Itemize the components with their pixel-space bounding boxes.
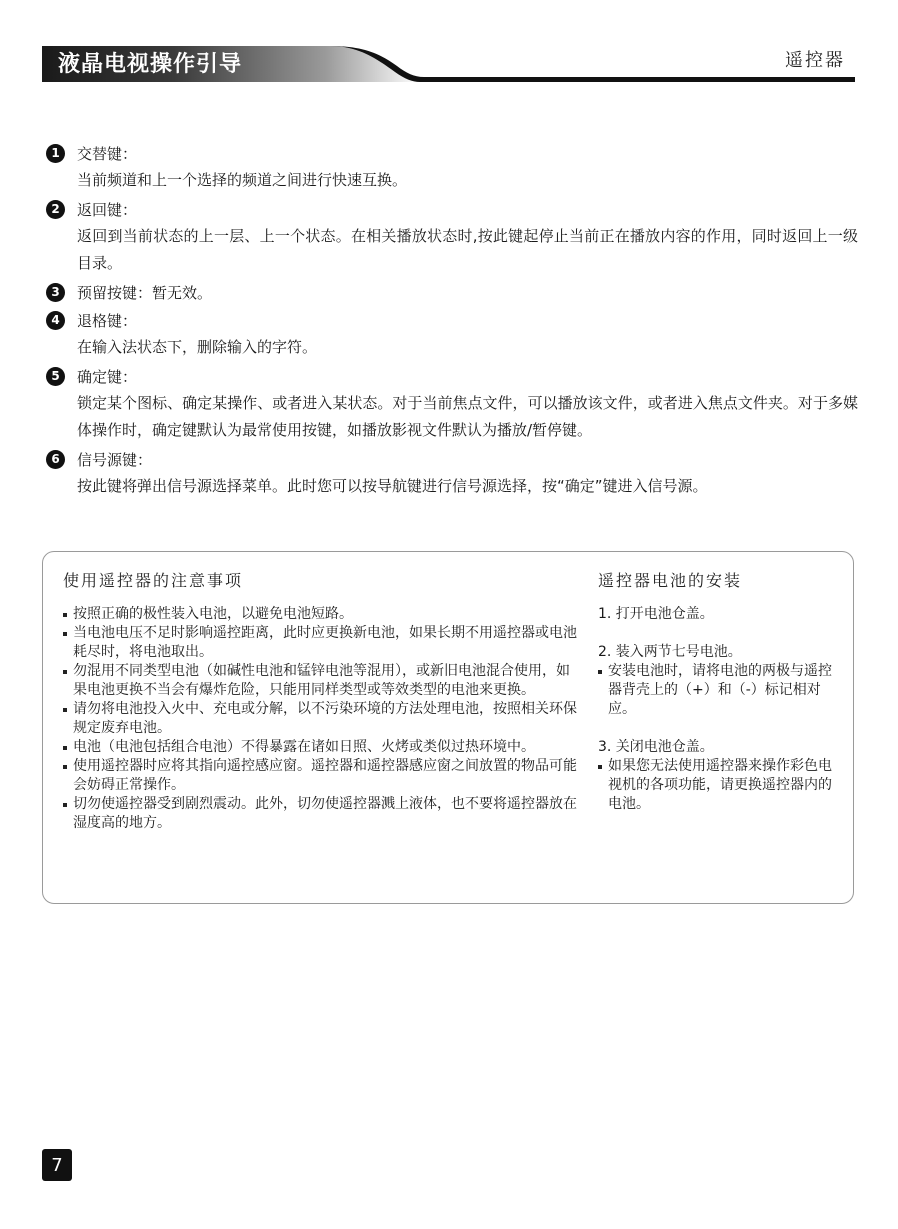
battery-install-column — [598, 568, 838, 814]
install-step-3: 3. 关闭电池仓盖。 — [598, 739, 714, 755]
precaution-item: 按照正确的极性装入电池，以避免电池短路。 — [63, 605, 583, 624]
precaution-item: 电池（电池包括组合电池）不得暴露在诸如日照、火烤或类似过热环境中。 — [63, 738, 583, 757]
number-badge: 4 — [46, 311, 65, 330]
number-badge: 1 — [46, 144, 65, 163]
key-description: 返回到当前状态的上一层、上一个状态。在相关播放状态时,按此键起停止当前正在播放内容的作用，同时返回上一级目录。 — [77, 227, 858, 272]
manual-title: 液晶电视操作引导 — [58, 52, 243, 77]
install-heading: 遥控器电池的安装 — [598, 571, 743, 590]
key-label: 预留按键：暂无效。 — [77, 283, 213, 302]
key-description: 按此键将弹出信号源选择菜单。此时您可以按导航键进行信号源选择，按“确定”键进入信号源。 — [77, 477, 708, 495]
key-item-5 — [46, 362, 858, 445]
precautions-column — [63, 568, 583, 833]
install-step-1: 1. 打开电池仓盖。 — [598, 606, 714, 622]
key-list — [46, 139, 858, 501]
key-item-3 — [46, 278, 858, 306]
key-label: 交替键： — [77, 144, 138, 163]
key-label: 退格键： — [77, 311, 138, 330]
key-label: 确定键： — [77, 367, 138, 386]
install-step-2-note: 安装电池时，请将电池的两极与遥控器背壳上的（+）和（-）标记相对应。 — [598, 662, 838, 719]
precautions-heading: 使用遥控器的注意事项 — [63, 571, 244, 590]
key-item-1 — [46, 139, 858, 195]
notice-box — [42, 551, 854, 904]
precaution-item: 切勿使遥控器受到剧烈震动。此外，切勿使遥控器溅上液体，也不要将遥控器放在湿度高的地方。 — [63, 795, 583, 833]
section-title: 遥控器 — [785, 50, 845, 71]
precaution-item: 使用遥控器时应将其指向遥控感应窗。遥控器和遥控器感应窗之间放置的物品可能会妨碍正常操作。 — [63, 757, 583, 795]
key-description: 当前频道和上一个选择的频道之间进行快速互换。 — [77, 171, 408, 189]
precaution-item: 请勿将电池投入火中、充电或分解，以不污染环境的方法处理电池，按照相关环保规定废弃电池。 — [63, 700, 583, 738]
key-description: 在输入法状态下，删除输入的字符。 — [77, 338, 318, 356]
key-item-6 — [46, 445, 858, 501]
number-badge: 5 — [46, 367, 65, 386]
key-item-4 — [46, 306, 858, 362]
key-item-2 — [46, 195, 858, 278]
key-label: 信号源键： — [77, 450, 153, 469]
key-description: 锁定某个图标、确定某操作、或者进入某状态。对于当前焦点文件，可以播放该文件，或者进入焦点文件夹。对于多媒体操作时，确定键默认为最常使用按键，如播放影视文件默认为播放/暂停键。 — [77, 394, 858, 439]
number-badge: 3 — [46, 283, 65, 302]
page-number: 7 — [42, 1149, 72, 1181]
install-step-3-note: 如果您无法使用遥控器来操作彩色电视机的各项功能，请更换遥控器内的电池。 — [598, 757, 838, 814]
precaution-item: 勿混用不同类型电池（如碱性电池和锰锌电池等混用），或新旧电池混合使用，如果电池更换不当会有爆炸危险，只能用同样类型或等效类型的电池来更换。 — [63, 662, 583, 700]
key-label: 返回键： — [77, 200, 138, 219]
number-badge: 6 — [46, 450, 65, 469]
number-badge: 2 — [46, 200, 65, 219]
precaution-item: 当电池电压不足时影响遥控距离，此时应更换新电池，如果长期不用遥控器或电池耗尽时，将电池取出。 — [63, 624, 583, 662]
install-step-2: 2. 装入两节七号电池。 — [598, 644, 742, 660]
